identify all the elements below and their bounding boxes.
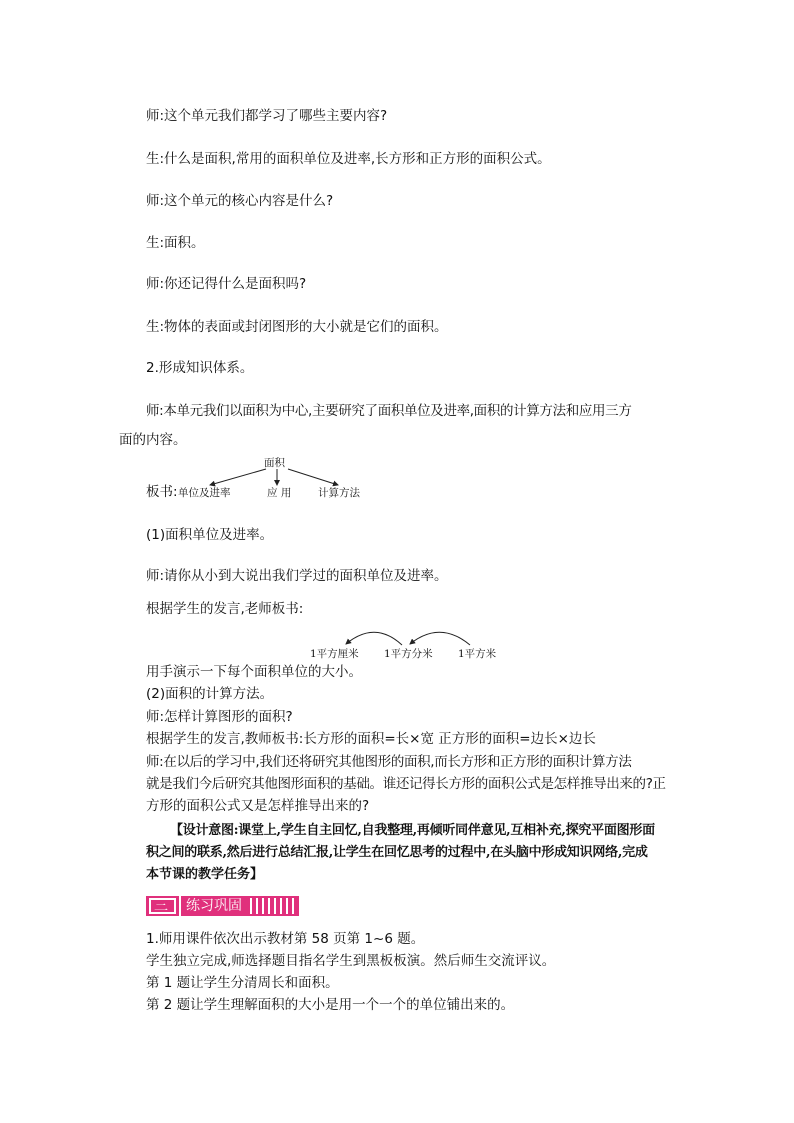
text-line: 用手演示一下每个面积单位的大小。 — [146, 664, 362, 680]
text-line: 师:本单元我们以面积为中心,主要研究了面积单位及进率,面积的计算方法和应用三方 — [146, 403, 632, 419]
text-line: 生:物体的表面或封闭图形的大小就是它们的面积。 — [146, 319, 448, 335]
text-line: (2)面积的计算方法。 — [146, 686, 274, 702]
diagram-left-node: 单位及进率 — [178, 487, 231, 499]
diagram-root: 面积 — [264, 457, 285, 469]
unit-square-m: 1平方米 — [458, 648, 497, 660]
text-line: (1)面积单位及进率。 — [146, 527, 274, 543]
text-line: 师:怎样计算图形的面积? — [146, 709, 293, 725]
diagram-middle-node: 应 用 — [267, 487, 292, 499]
text-line: 第 1 题让学生分清周长和面积。 — [146, 975, 339, 991]
section-title: 练习巩固 — [186, 898, 242, 914]
text-line: 面的内容。 — [119, 432, 187, 448]
board-diagram-structure — [146, 452, 406, 502]
text-line: 根据学生的发言,教师板书:长方形的面积=长×宽 正方形的面积=边长×边长 — [146, 731, 596, 747]
text-line: 学生独立完成,师选择题目指名学生到黑板板演。然后师生交流评议。 — [146, 953, 556, 969]
text-line: 生:什么是面积,常用的面积单位及进率,长方形和正方形的面积公式。 — [146, 151, 551, 167]
text-line: 师:在以后的学习中,我们还将研究其他图形的面积,而长方形和正方形的面积计算方法 — [146, 754, 632, 770]
diagram-right-node: 计算方法 — [318, 487, 360, 499]
board-diagram-units — [310, 628, 510, 662]
design-intent-line: 积之间的联系,然后进行总结汇报,让学生在回忆思考的过程中,在头脑中形成知识网络,完成 — [146, 845, 648, 860]
text-line: 1.师用课件依次出示教材第 58 页第 1~6 题。 — [146, 931, 425, 947]
unit-square-dm: 1平方分米 — [384, 648, 433, 660]
text-line: 就是我们今后研究其他图形面积的基础。谁还记得长方形的面积公式是怎样推导出来的?正 — [146, 776, 666, 792]
unit-square-cm: 1平方厘米 — [310, 648, 359, 660]
text-line: 第 2 题让学生理解面积的大小是用一个一个的单位铺出来的。 — [146, 997, 515, 1013]
board-prefix: 板书: — [146, 484, 178, 500]
section-number: 三 — [154, 898, 168, 914]
design-intent-line: 【设计意图:课堂上,学生自主回忆,自我整理,再倾听同伴意见,互相补充,探究平面图形面 — [170, 823, 655, 838]
text-line: 根据学生的发言,老师板书: — [146, 601, 304, 617]
text-line: 师:请你从小到大说出我们学过的面积单位及进率。 — [146, 568, 448, 584]
text-line: 方形的面积公式又是怎样推导出来的? — [146, 798, 370, 814]
text-line: 师:这个单元的核心内容是什么? — [146, 193, 334, 209]
section-banner — [146, 896, 299, 916]
text-line: 2.形成知识体系。 — [146, 360, 254, 376]
text-line: 师:你还记得什么是面积吗? — [146, 276, 307, 292]
text-line: 师:这个单元我们都学习了哪些主要内容? — [146, 108, 388, 124]
text-line: 生:面积。 — [146, 235, 205, 251]
design-intent-line: 本节课的教学任务】 — [146, 867, 264, 882]
